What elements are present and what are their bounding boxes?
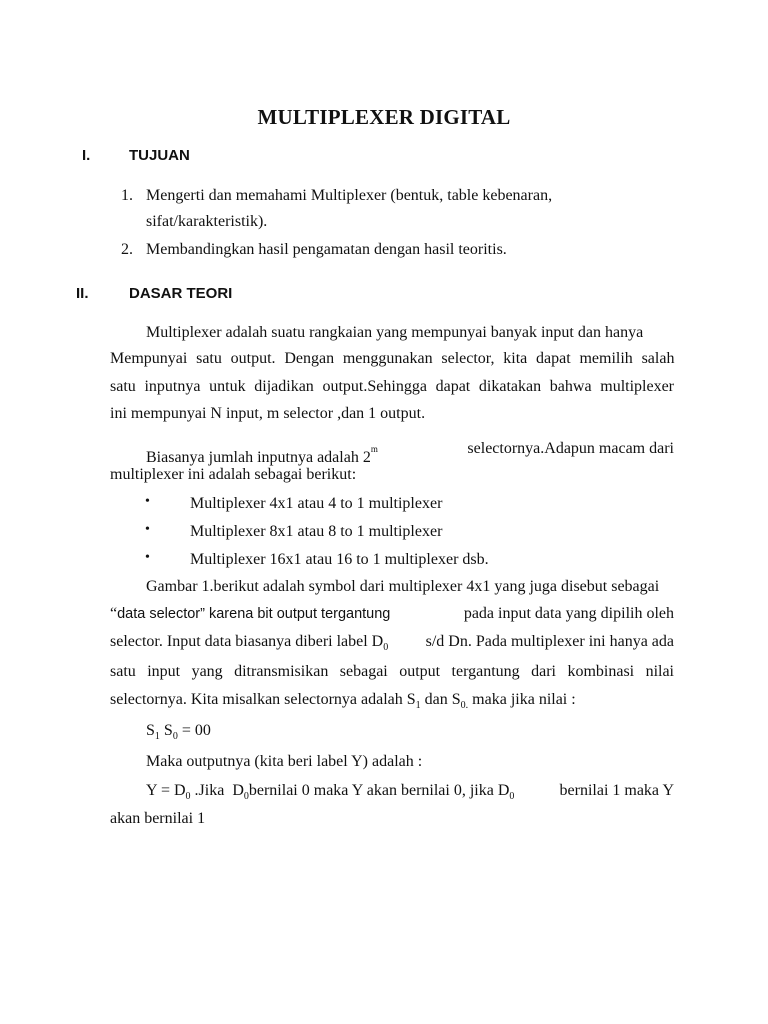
- text-run: [146, 781, 514, 807]
- paragraph-line: [110, 690, 576, 716]
- list-item-number: 1.: [121, 187, 133, 204]
- section-number: II.: [76, 285, 89, 302]
- text-run: s/d Dn. Pada multiplexer ini hanya ada: [425, 633, 674, 650]
- bullet-icon: •: [145, 522, 150, 537]
- paragraph-line: [110, 632, 674, 658]
- text-run: [146, 439, 378, 468]
- text-run: bernilai 0 maka Y akan bernilai 0, jika D: [248, 782, 510, 799]
- paragraph-line: satu input yang ditransmisikan sebagai output tergantung dari kombinasi nilai: [110, 663, 674, 680]
- text-run: data selector” karena bit output tergantung: [117, 606, 391, 622]
- superscript: m: [370, 444, 378, 454]
- subscript: 0.: [460, 700, 469, 711]
- section-heading: TUJUAN: [129, 147, 190, 164]
- subscript: 0: [509, 791, 515, 802]
- text-run: Y = D: [146, 782, 186, 799]
- paragraph-line: Mempunyai satu output. Dengan menggunakan selector, kita dapat memilih salah: [110, 350, 675, 367]
- list-item-text: Membandingkan hasil pengamatan dengan hasil teoritis.: [146, 241, 507, 258]
- section-heading: DASAR TEORI: [129, 285, 233, 302]
- paragraph-line: [146, 439, 674, 468]
- section-number: I.: [82, 147, 91, 164]
- list-item-text: Mengerti dan memahami Multiplexer (bentuk, table kebenaran,: [146, 187, 553, 204]
- page-title: MULTIPLEXER DIGITAL: [257, 105, 511, 129]
- bullet-icon: •: [145, 494, 150, 509]
- list-item-number: 2.: [121, 241, 133, 258]
- text-run: S: [146, 722, 155, 739]
- text-run: [110, 632, 388, 658]
- bullet-item: Multiplexer 4x1 atau 4 to 1 multiplexer: [190, 495, 443, 512]
- subscript: 0: [383, 642, 389, 653]
- text-run: pada input data yang dipilih oleh: [463, 605, 674, 622]
- paragraph-line: [146, 781, 674, 807]
- subscript: 0: [172, 731, 178, 742]
- text-run: S: [159, 722, 173, 739]
- text-run: “: [110, 605, 118, 622]
- paragraph-line: Multiplexer adalah suatu rangkaian yang mempunyai banyak input dan hanya: [146, 324, 644, 341]
- paragraph-line: akan bernilai 1: [110, 810, 206, 827]
- paragraph-line: [110, 604, 674, 624]
- subscript: 0: [185, 791, 191, 802]
- bullet-item: Multiplexer 8x1 atau 8 to 1 multiplexer: [190, 523, 443, 540]
- paragraph-line: Gambar 1.berikut adalah symbol dari multiplexer 4x1 yang juga disebut sebagai: [146, 578, 660, 595]
- equation: [146, 721, 211, 747]
- paragraph-line: ini mempunyai N input, m selector ,dan 1 output.: [110, 405, 426, 422]
- paragraph-line: Maka outputnya (kita beri label Y) adalah :: [146, 753, 423, 770]
- subscript: 1: [154, 731, 160, 742]
- text-run: bernilai 1 maka Y: [559, 782, 674, 799]
- text-run: = 00: [177, 722, 211, 739]
- text-run: maka jika nilai :: [468, 691, 576, 708]
- list-item-text: sifat/karakteristik).: [146, 213, 268, 230]
- bullet-item: Multiplexer 16x1 atau 16 to 1 multiplexer dsb.: [190, 551, 489, 568]
- text-run: Biasanya jumlah inputnya adalah 2: [146, 449, 371, 466]
- bullet-icon: •: [145, 550, 150, 565]
- text-run: selectornya.Adapun macam dari: [467, 440, 674, 457]
- paragraph-line: multiplexer ini adalah sebagai berikut:: [110, 466, 357, 483]
- paragraph-line: satu inputnya untuk dijadikan output.Sehingga dapat dikatakan bahwa multiplexer: [110, 378, 674, 395]
- subscript: 1: [415, 700, 421, 711]
- text-run: .Jika D: [190, 782, 244, 799]
- text-run: selector. Input data biasanya diberi label D: [110, 633, 384, 650]
- text-run: selectornya. Kita misalkan selectornya adalah S: [110, 691, 416, 708]
- text-run: dan S: [420, 691, 461, 708]
- text-run: [110, 604, 390, 624]
- subscript: 0: [243, 791, 249, 802]
